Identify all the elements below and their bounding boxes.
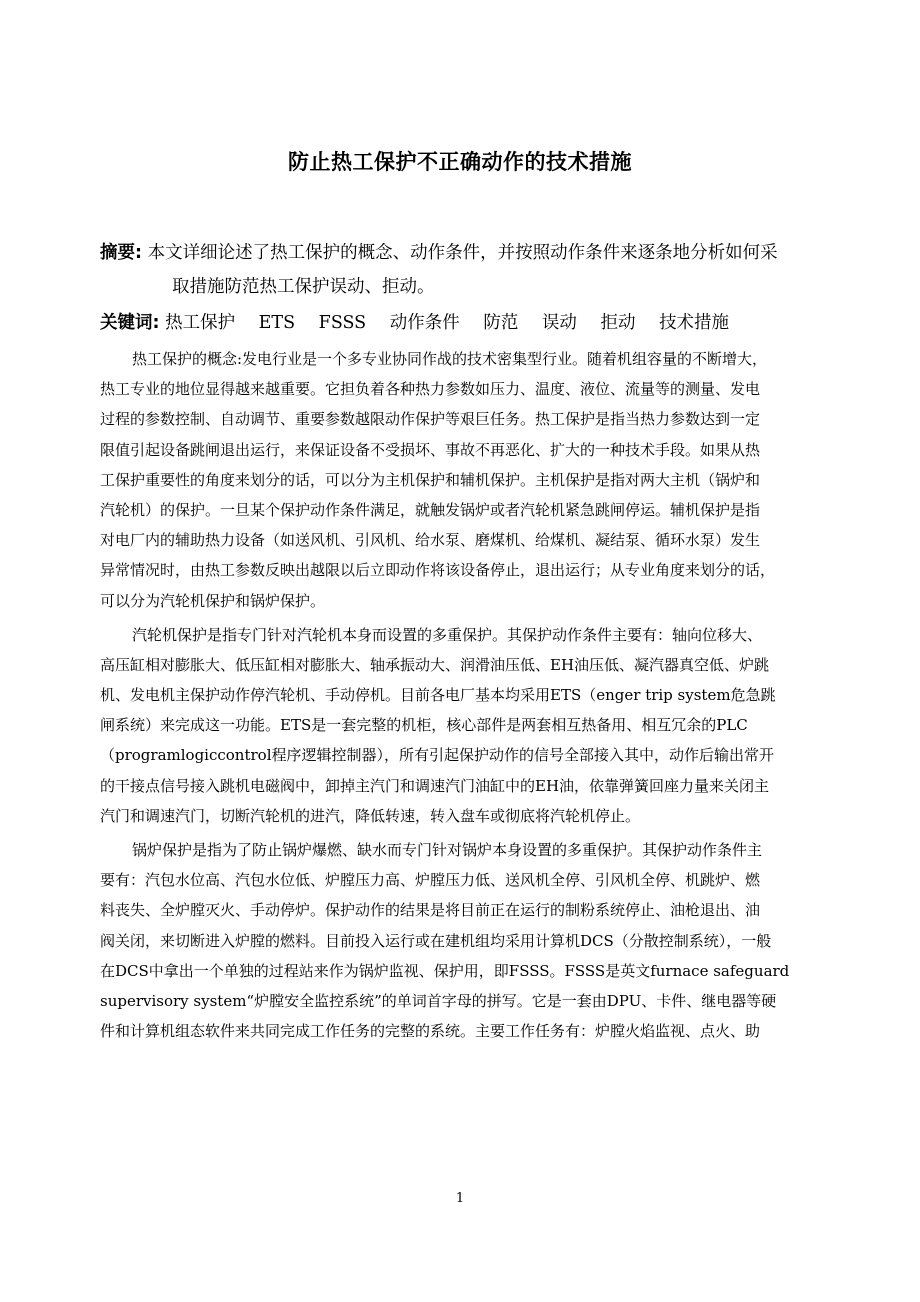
text-line: 闸系统）来完成这一功能。ETS是一套完整的机柜，核心部件是两套相互热备用、相互冗余的PLC xyxy=(100,716,748,735)
text-line: 料丧失、全炉膛灭火、手动停炉。保护动作的结果是将目前正在运行的制粉系统停止、油枪退出、油 xyxy=(100,901,761,920)
keyword: 拒动 xyxy=(600,313,636,333)
text-line: 在DCS中拿出一个单独的过程站来作为锅炉监视、保护用，即FSSS。FSSS是英文furnace safeguard xyxy=(100,961,790,980)
text-line: 工保护重要性的角度来划分的话，可以分为主机保护和辅机保护。主机保护是指对两大主机（锅炉和 xyxy=(100,470,761,489)
abstract-line-1 xyxy=(100,236,830,270)
text-line: 件和计算机组态软件来共同完成工作任务的完整的系统。主要工作任务有：炉膛火焰监视、点火、助 xyxy=(100,1022,761,1041)
text-line: 汽轮机）的保护。一旦某个保护动作条件满足，就触发锅炉或者汽轮机紧急跳闸停运。辅机保护是指 xyxy=(100,500,761,519)
keywords xyxy=(100,308,830,338)
text-line: 过程的参数控制、自动调节、重要参数越限动作保护等艰巨任务。热工保护是指当热力参数达到一定 xyxy=(100,410,761,429)
text-line: 汽门和调速汽门，切断汽轮机的进汽，降低转速，转入盘车或彻底将汽轮机停止。 xyxy=(100,806,641,825)
text-line: 异常情况时，由热工参数反映出越限以后立即动作将该设备停止，退出运行；从专业角度来划分的话， xyxy=(100,561,776,580)
text-line: 机、发电机主保护动作停汽轮机、手动停机。目前各电厂基本均采用ETS（enger trip system危急跳 xyxy=(100,686,776,705)
text-line: 的干接点信号接入跳机电磁阀中，卸掉主汽门和调速汽门油缸中的EH油，依靠弹簧回座力量来关闭主 xyxy=(100,776,770,795)
page-title: 防止热工保护不正确动作的技术措施 xyxy=(288,150,632,174)
text-line: 汽轮机保护是指专门针对汽轮机本身而设置的多重保护。其保护动作条件主要有：轴向位移大、 xyxy=(132,625,763,644)
keywords-label: 关键词: xyxy=(100,313,160,333)
paragraph-concept xyxy=(100,344,822,616)
keyword: FSSS xyxy=(318,313,367,333)
text-line: 限值引起设备跳闸退出运行，来保证设备不受损坏、事故不再恶化、扩大的一种技术手段。如果从热 xyxy=(100,440,761,459)
keyword: 误动 xyxy=(541,313,577,333)
paragraph-boiler xyxy=(100,835,822,1046)
abstract-label: 摘要: xyxy=(100,243,142,263)
text-line: supervisory system“炉膛安全监控系统”的单词首字母的拼写。它是一套由DPU、卡件、继电器等硬 xyxy=(100,991,777,1010)
keyword: 热工保护 xyxy=(165,313,236,333)
page-number: 1 xyxy=(455,1191,465,1206)
abstract xyxy=(100,236,830,304)
text-line: （programlogiccontrol程序逻辑控制器），所有引起保护动作的信号全部接入其中，动作后输出常开 xyxy=(100,746,774,765)
abstract-text-1: 本文详细论述了热工保护的概念、动作条件，并按照动作条件来逐条地分析如何采 xyxy=(147,243,778,263)
text-line: 阀关闭，来切断进入炉膛的燃料。目前投入运行或在建机组均采用计算机DCS（分散控制系统），一般 xyxy=(100,931,772,950)
text-line: 要有：汽包水位高、汽包水位低、炉膛压力高、炉膛压力低、送风机全停、引风机全停、机跳炉、燃 xyxy=(100,871,761,890)
text-line: 高压缸相对膨胀大、低压缸相对膨胀大、轴承振动大、润滑油压低、EH油压低、凝汽器真空低、炉跳 xyxy=(100,655,770,674)
keyword: 动作条件 xyxy=(389,313,460,333)
abstract-line-2: 取措施防范热工保护误动、拒动。 xyxy=(172,277,435,297)
keyword: ETS xyxy=(258,313,296,333)
text-line: 热工专业的地位显得越来越重要。它担负着各种热力参数如压力、温度、液位、流量等的测量、发电 xyxy=(100,380,761,399)
text-line: 可以分为汽轮机保护和锅炉保护。 xyxy=(100,591,326,610)
paragraph-turbine xyxy=(100,620,822,831)
keyword: 防范 xyxy=(483,313,519,333)
text-line: 热工保护的概念:发电行业是一个多专业协同作战的技术密集型行业。随着机组容量的不断增大， xyxy=(132,350,768,368)
body-text xyxy=(100,344,822,1050)
text-line: 对电厂内的辅助热力设备（如送风机、引风机、给水泵、磨煤机、给煤机、凝结泵、循环水泵）发生 xyxy=(100,531,761,550)
text-line: 锅炉保护是指为了防止锅炉爆燃、缺水而专门针对锅炉本身设置的多重保护。其保护动作条件主 xyxy=(132,841,763,859)
keyword: 技术措施 xyxy=(659,313,730,333)
